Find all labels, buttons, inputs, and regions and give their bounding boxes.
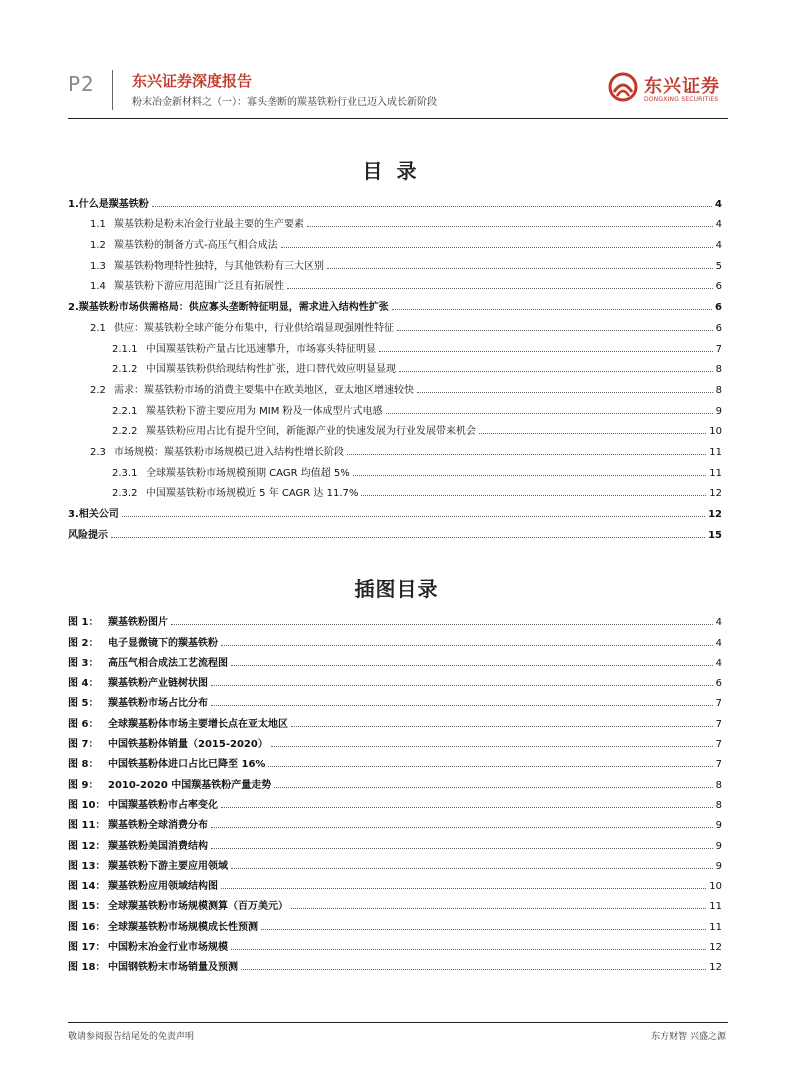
figure-entry-page: 6 — [715, 678, 722, 690]
toc-entry-label — [68, 195, 149, 210]
figure-entry-page: 9 — [715, 860, 722, 872]
figure-entry[interactable] — [68, 669, 722, 689]
toc-entry[interactable] — [68, 437, 722, 458]
figure-entry-number: 图 4： — [68, 678, 99, 690]
toc-entry-label — [90, 381, 414, 396]
toc-entry-page: 4 — [715, 198, 722, 210]
figure-entry-label — [68, 816, 208, 831]
figure-leader — [291, 726, 713, 727]
toc-entry-page: 15 — [708, 529, 722, 541]
toc-entry-label — [68, 505, 119, 520]
toc-entry[interactable] — [68, 230, 722, 251]
figure-entry[interactable] — [68, 770, 722, 790]
figure-leader — [231, 665, 713, 666]
toc-entry-number: 2.3.2 — [112, 488, 138, 500]
toc-entry-text: 中国羰基铁粉供给现结构性扩张，进口替代效应明显显现 — [146, 364, 396, 376]
toc-entry-label — [90, 319, 394, 334]
toc-entry[interactable] — [68, 520, 722, 541]
toc-entry-page: 11 — [709, 446, 722, 458]
figure-entry-text: 2010-2020 中国羰基铁粉产量走势 — [108, 779, 272, 791]
toc-entry[interactable] — [68, 458, 722, 479]
toc-entry-page: 4 — [715, 240, 722, 252]
figure-entry[interactable] — [68, 628, 722, 648]
report-subtitle: 粉末冶金新材料之（一）：寡头垄断的羰基铁粉行业已迈入成长新阶段 — [132, 97, 437, 108]
toc-leader — [417, 392, 713, 393]
toc-entry-number: 2.2 — [90, 384, 106, 396]
figure-entry-text: 中国铁基粉体进口占比已降至 16% — [108, 759, 266, 771]
figure-entry-page: 9 — [715, 820, 722, 832]
figure-entry[interactable] — [68, 791, 722, 811]
toc-entry-number: 2.1 — [90, 322, 106, 334]
figure-entry-text: 羰基铁粉应用领域结构图 — [108, 881, 218, 893]
toc-leader — [392, 309, 712, 310]
toc-entry-text: 羰基铁粉下游主要应用为 MIM 粉及一体成型片式电感 — [146, 405, 383, 417]
header-rule — [68, 118, 728, 119]
toc-leader — [111, 537, 705, 538]
toc-leader — [281, 247, 713, 248]
toc-entry-page: 5 — [715, 260, 722, 272]
toc-leader — [347, 454, 706, 455]
figure-entry-text: 羰基铁粉下游主要应用领域 — [108, 860, 228, 872]
toc-entry-text: 需求：羰基铁粉市场的消费主要集中在欧美地区，亚太地区增速较快 — [114, 384, 414, 396]
figure-entry-label — [68, 897, 288, 912]
toc-entry-text: 羰基铁粉的制备方式-高压气相合成法 — [114, 240, 278, 252]
figure-entry-label — [68, 918, 258, 933]
figure-entry-number: 图 16： — [68, 921, 106, 933]
toc-entry-label — [90, 277, 284, 292]
toc-leader — [122, 516, 705, 517]
figure-entry-number: 图 1： — [68, 617, 99, 629]
figure-entry[interactable] — [68, 933, 722, 953]
figure-entry-text: 全球羰基铁粉市场规模成长性预测 — [108, 921, 258, 933]
toc-entry-number: 1.4 — [90, 281, 106, 293]
figure-entry[interactable] — [68, 709, 722, 729]
toc-entry-label — [112, 484, 358, 499]
company-logo — [608, 72, 738, 108]
figure-entry-text: 中国铁基粉体销量（2015-2020） — [108, 739, 268, 751]
toc-entry[interactable] — [68, 251, 722, 272]
toc-entry-label — [112, 340, 376, 355]
figure-entry-page: 9 — [715, 840, 722, 852]
figure-entry-number: 图 11： — [68, 820, 106, 832]
figure-entry-page: 7 — [715, 698, 722, 710]
figure-entry-text: 羰基铁粉图片 — [108, 617, 168, 629]
figure-entry-page: 8 — [715, 799, 722, 811]
figure-entry-label — [68, 837, 208, 852]
toc-entry-page: 6 — [715, 281, 722, 293]
toc-entry-number: 1. — [68, 198, 79, 210]
toc-entry-label — [90, 215, 304, 230]
toc-entry-number: 3. — [68, 509, 79, 520]
toc-leader — [379, 351, 713, 352]
toc-entry-text: 中国羰基铁粉市场规模近 5 年 CAGR 达 11.7% — [146, 488, 359, 500]
figure-entry[interactable] — [68, 953, 722, 973]
toc-entry-number: 2.3 — [90, 446, 106, 458]
figure-entry-page: 4 — [715, 637, 722, 649]
figure-leader — [211, 685, 713, 686]
toc-entry[interactable] — [68, 272, 722, 293]
header-divider — [112, 70, 113, 110]
toc-entry-label — [112, 360, 396, 375]
figure-entry-number: 图 2： — [68, 637, 99, 649]
toc-entry-page: 7 — [715, 343, 722, 355]
toc-entry-text: 什么是羰基铁粉 — [78, 198, 149, 210]
figure-entry-number: 图 8： — [68, 759, 99, 771]
toc-leader — [353, 475, 707, 476]
figure-entry-number: 图 14： — [68, 881, 106, 893]
figure-entry[interactable] — [68, 912, 722, 932]
toc-entry[interactable] — [68, 292, 722, 313]
logo-english-name: DONGXING SECURITIES — [644, 96, 719, 103]
figure-entry-page: 8 — [715, 779, 722, 791]
figure-entry-label — [68, 634, 218, 649]
figure-leader — [211, 848, 713, 849]
figure-entry-text: 羰基铁粉产业链树状图 — [108, 678, 208, 690]
figures-toc-title: 插图目录 — [354, 577, 439, 601]
figure-entry-label — [68, 674, 208, 689]
figure-entry-text: 羰基铁粉全球消费分布 — [108, 820, 208, 832]
toc-entry[interactable] — [68, 334, 722, 355]
toc-entry-text: 羰基铁粉物理特性独特，与其他铁粉有三大区别 — [114, 260, 324, 272]
page-number: P2 — [68, 72, 95, 96]
figure-entry-number: 图 17： — [68, 942, 106, 954]
figure-entry-label — [68, 938, 228, 953]
figure-entry-page: 4 — [715, 657, 722, 669]
toc-entry-number: 2.3.1 — [112, 467, 138, 479]
toc-entry-number: 2. — [68, 302, 79, 314]
toc-entry-page: 11 — [709, 467, 722, 479]
toc-leader — [479, 433, 706, 434]
toc-leader — [397, 330, 713, 331]
figure-leader — [211, 827, 713, 828]
toc-entry-label — [112, 422, 476, 437]
toc-entry[interactable] — [68, 499, 722, 520]
toc-entry-number: 2.2.1 — [112, 405, 138, 417]
figure-leader — [171, 624, 713, 625]
logo-name: 东兴证券 — [644, 76, 720, 97]
figure-entry[interactable] — [68, 750, 722, 770]
toc-entry-page: 8 — [715, 364, 722, 376]
figure-leader — [271, 746, 713, 747]
toc-list — [68, 189, 722, 541]
figure-leader — [291, 908, 706, 909]
figure-entry[interactable] — [68, 730, 722, 750]
figure-entry-page: 7 — [715, 759, 722, 771]
toc-leader — [399, 371, 713, 372]
figure-entry-page: 11 — [709, 921, 722, 933]
figure-leader — [261, 929, 706, 930]
toc-entry-page: 8 — [715, 384, 722, 396]
report-title: 东兴证券深度报告 — [132, 72, 253, 90]
toc-leader — [386, 413, 713, 414]
figure-entry-number: 图 10： — [68, 799, 106, 811]
toc-entry[interactable] — [68, 375, 722, 396]
figure-entry[interactable] — [68, 689, 722, 709]
figure-entry[interactable] — [68, 649, 722, 669]
toc-entry-text: 市场规模：羰基铁粉市场规模已进入结构性增长阶段 — [114, 446, 344, 458]
toc-entry-text: 羰基铁粉市场供需格局：供应寡头垄断特征明显，需求进入结构性扩张 — [78, 302, 389, 314]
toc-leader — [152, 206, 712, 207]
toc-entry-text: 羰基铁粉是粉末冶金行业最主要的生产要素 — [114, 219, 304, 231]
toc-entry[interactable] — [68, 417, 722, 438]
figure-entry-label — [68, 613, 168, 628]
toc-title: 目录 — [362, 159, 431, 183]
figure-entry-label — [68, 776, 271, 791]
figure-entry-number: 图 15： — [68, 901, 106, 913]
toc-entry-number: 2.1.1 — [112, 343, 138, 355]
toc-entry-number: 2.2.2 — [112, 426, 138, 438]
figure-entry-number: 图 13： — [68, 860, 106, 872]
figure-entry[interactable] — [68, 831, 722, 851]
figure-entry-label — [68, 694, 208, 709]
toc-entry-number: 1.2 — [90, 240, 106, 252]
footer-rule — [68, 1022, 728, 1023]
figure-entry-text: 电子显微镜下的羰基铁粉 — [108, 637, 218, 649]
toc-entry-page: 9 — [715, 405, 722, 417]
toc-entry-label — [90, 257, 324, 272]
figure-entry-page: 12 — [709, 942, 722, 954]
toc-entry[interactable] — [68, 210, 722, 231]
toc-entry-page: 12 — [709, 488, 722, 500]
figure-entry-label — [68, 715, 288, 730]
figure-entry-number: 图 7： — [68, 739, 99, 751]
toc-entry-text: 全球羰基铁粉市场规模预期 CAGR 均值超 5% — [146, 467, 350, 479]
toc-entry-text: 羰基铁粉应用占比有提升空间，新能源产业的快速发展为行业发展带来机会 — [146, 426, 476, 438]
toc-entry-page: 10 — [709, 426, 722, 438]
toc-entry-page: 6 — [715, 322, 722, 334]
toc-entry-number: 1.1 — [90, 219, 106, 231]
figure-entry-label — [68, 796, 218, 811]
figure-entry-label — [68, 735, 268, 750]
toc-leader — [307, 226, 713, 227]
toc-entry-label — [90, 443, 344, 458]
figures-toc-list — [68, 608, 722, 973]
toc-entry-number: 2.1.2 — [112, 364, 138, 376]
disclaimer-note: 敬请参阅报告结尾处的免责声明 — [68, 1032, 195, 1042]
figure-leader — [211, 705, 713, 706]
figure-entry-text: 高压气相合成法工艺流程图 — [108, 657, 228, 669]
toc-entry-text: 羰基铁粉下游应用范围广泛且有拓展性 — [114, 281, 284, 293]
figure-leader — [221, 645, 713, 646]
toc-leader — [327, 268, 713, 269]
figure-entry[interactable] — [68, 872, 722, 892]
toc-entry[interactable] — [68, 189, 722, 210]
figure-entry-text: 中国钢铁粉末市场销量及预测 — [108, 962, 238, 974]
toc-entry-text: 风险提示 — [68, 529, 108, 541]
figure-entry-label — [68, 877, 218, 892]
toc-entry-page: 6 — [715, 302, 722, 314]
figure-leader — [231, 868, 713, 869]
toc-entry-text: 供应：羰基铁粉全球产能分布集中，行业供给端显现强刚性特征 — [114, 322, 394, 334]
figure-leader — [241, 969, 706, 970]
figure-entry-page: 7 — [715, 718, 722, 730]
toc-leader — [287, 288, 713, 289]
toc-entry-label — [112, 464, 350, 479]
figure-entry-number: 图 6： — [68, 718, 99, 730]
figure-entry-text: 全球羰基铁粉市场规模测算（百万美元） — [108, 901, 288, 913]
figure-entry-page: 4 — [715, 617, 722, 629]
figure-entry-page: 12 — [709, 962, 722, 974]
figure-entry-number: 图 9： — [68, 779, 99, 791]
figure-leader — [231, 949, 706, 950]
toc-entry-label — [68, 526, 108, 541]
toc-entry-label — [112, 402, 383, 417]
figure-entry-number: 图 18： — [68, 962, 106, 974]
figure-entry-number: 图 5： — [68, 698, 99, 710]
figure-entry-page: 11 — [709, 901, 722, 913]
toc-entry[interactable] — [68, 313, 722, 334]
toc-entry-page: 12 — [708, 509, 722, 520]
figure-entry-label — [68, 654, 228, 669]
figure-entry-label — [68, 958, 238, 973]
figure-leader — [221, 807, 713, 808]
figure-entry-text: 羰基铁粉美国消费结构 — [108, 840, 208, 852]
toc-entry-label — [90, 236, 278, 251]
toc-entry[interactable] — [68, 479, 722, 500]
toc-entry-page: 4 — [715, 219, 722, 231]
toc-entry[interactable] — [68, 396, 722, 417]
figure-entry-label — [68, 857, 228, 872]
figure-entry[interactable] — [68, 892, 722, 912]
figure-leader — [274, 787, 712, 788]
toc-entry-label — [68, 298, 389, 313]
figure-entry-page: 7 — [715, 739, 722, 751]
figure-entry-page: 10 — [709, 881, 722, 893]
toc-entry-text: 相关公司 — [78, 509, 119, 520]
figure-entry[interactable] — [68, 811, 722, 831]
figure-entry[interactable] — [68, 608, 722, 628]
figure-leader — [221, 888, 706, 889]
footer-slogan: 东方财智 兴盛之源 — [651, 1032, 726, 1042]
figure-entry-text: 中国粉末冶金行业市场规模 — [108, 942, 228, 954]
figure-entry-text: 羰基铁粉市场占比分布 — [108, 698, 208, 710]
figure-leader — [268, 766, 712, 767]
toc-entry-number: 1.3 — [90, 260, 106, 272]
toc-leader — [361, 495, 706, 496]
figure-entry[interactable] — [68, 852, 722, 872]
figure-entry-text: 全球羰基粉体市场主要增长点在亚太地区 — [108, 718, 288, 730]
figure-entry-number: 图 3： — [68, 657, 99, 669]
figure-entry-number: 图 12： — [68, 840, 106, 852]
toc-entry-text: 中国羰基铁粉产量占比迅速攀升，市场寡头特征明显 — [146, 343, 376, 355]
figure-entry-text: 中国羰基铁粉市占率变化 — [108, 799, 218, 811]
logo-mark-icon — [608, 72, 638, 102]
toc-entry[interactable] — [68, 355, 722, 376]
figure-entry-label — [68, 755, 265, 770]
